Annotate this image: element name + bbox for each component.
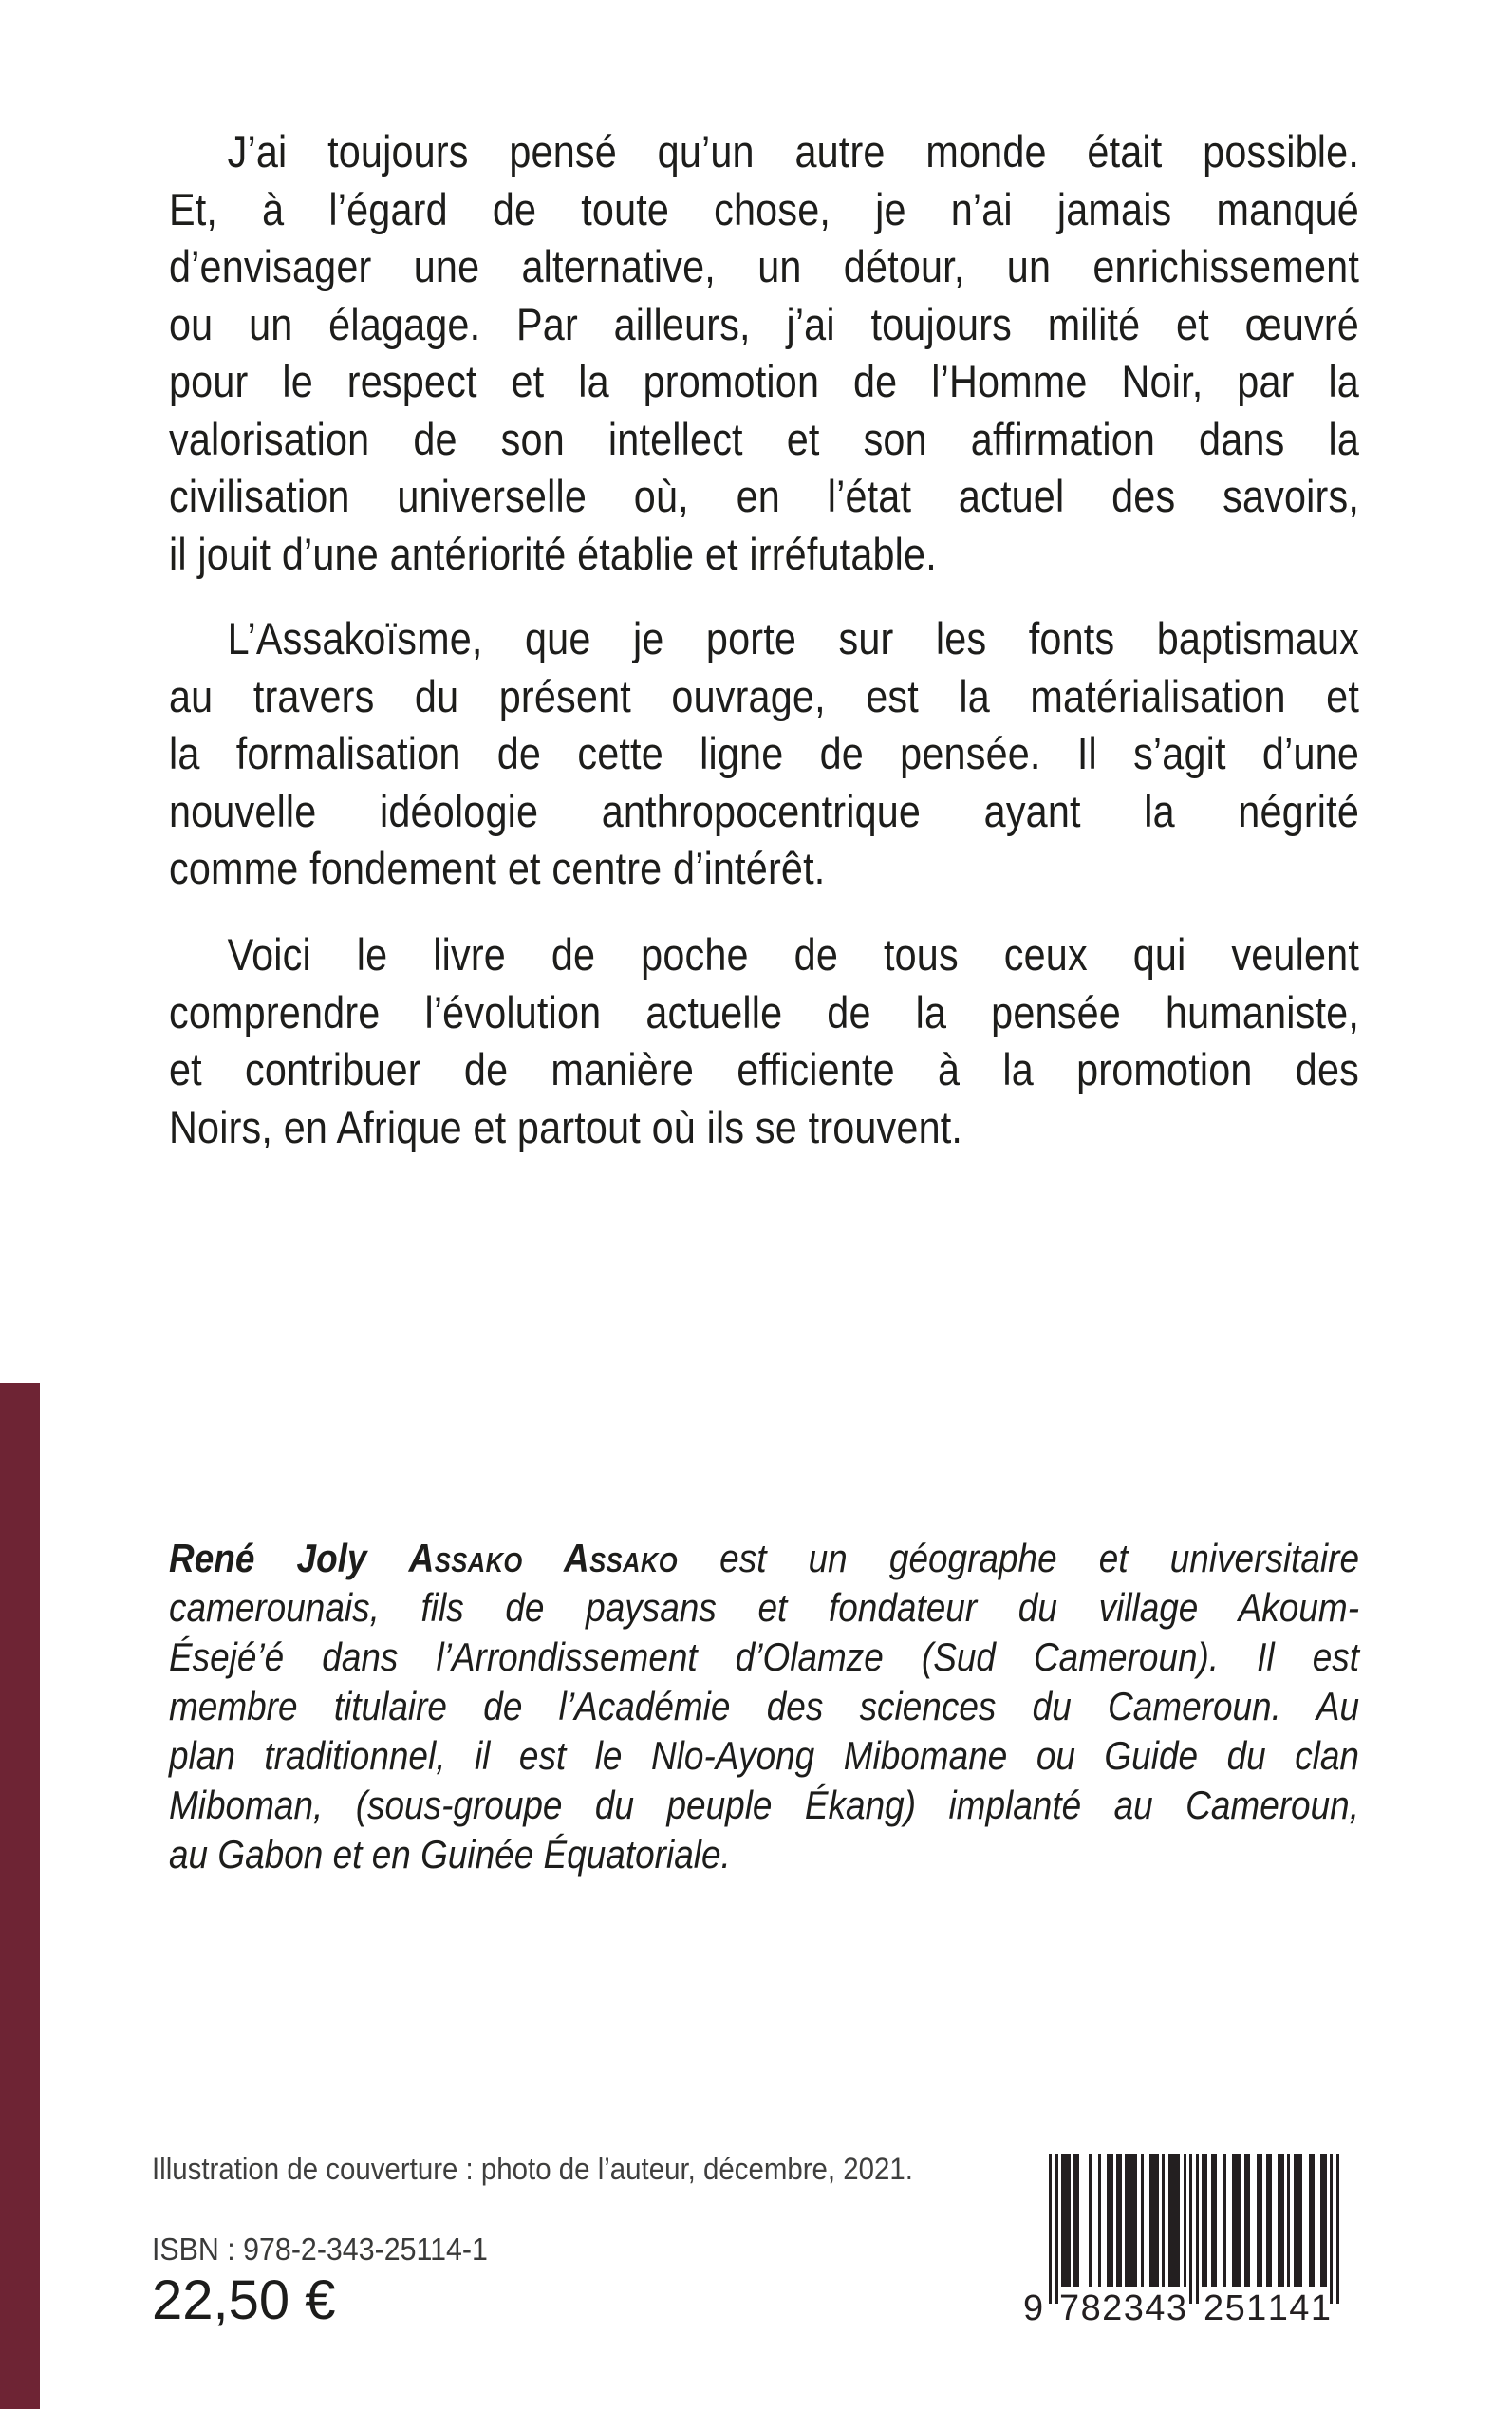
illustration-credit-text: Illustration de couverture : photo de l’auteur, décembre, 2021.	[152, 2152, 913, 2186]
text-line: au Gabon et en Guinée Équatoriale.	[169, 1832, 731, 1877]
isbn-text: ISBN : 978-2-343-25114-1	[152, 2232, 488, 2267]
isbn	[152, 2231, 517, 2269]
text-line: camerounais, fils de paysans et fondateur du village Akoum-	[169, 1585, 1359, 1630]
author-surname: Assako Assako	[408, 1536, 679, 1580]
paragraph-lines	[169, 926, 1359, 1156]
text-line: Noirs, en Afrique et partout où ils se trouvent.	[169, 1101, 963, 1152]
barcode-digits-right	[1204, 2288, 1331, 2329]
barcode-digit: 4	[1289, 2288, 1310, 2328]
text-line: comme fondement et centre d’intérêt.	[169, 843, 826, 893]
barcode-digit: 8	[1080, 2288, 1101, 2328]
text-line: comprendre l’évolution actuelle de la pensée humaniste,	[169, 986, 1359, 1037]
text-line: L’Assakoïsme, que je porte sur les fonts baptismaux	[227, 613, 1360, 663]
text-line: au travers du présent ouvrage, est la matérialisation et	[169, 670, 1359, 721]
barcode-digit: 1	[1246, 2288, 1267, 2328]
barcode-digit: 2	[1102, 2288, 1123, 2328]
barcode-digit: 1	[1310, 2288, 1331, 2328]
author-bio	[169, 1534, 1512, 1879]
text-line: civilisation universelle où, en l’état actuel des savoirs,	[169, 471, 1359, 521]
text-line: il jouit d’une antériorité établie et irréfutable.	[169, 528, 937, 579]
synopsis-paragraph-2	[169, 610, 1512, 898]
text-line: et contribuer de manière efficiente à la promotion des	[169, 1044, 1359, 1094]
maroon-spine-stripe	[0, 1383, 40, 2409]
text-line: plan traditionnel, il est le Nlo-Ayong Mibomane ou Guide du clan	[169, 1733, 1359, 1778]
barcode-digit: 4	[1145, 2288, 1166, 2328]
barcode-module	[1336, 2154, 1339, 2304]
text-line: Et, à l’égard de toute chose, je n’ai jamais manqué	[169, 183, 1359, 234]
barcode-digit: 5	[1224, 2288, 1245, 2328]
author-bio-first-line	[169, 1534, 1359, 1583]
text-line: J’ai toujours pensé qu’un autre monde était possible.	[227, 126, 1360, 177]
author-bio-lines	[169, 1583, 1359, 1879]
barcode-digit: 1	[1267, 2288, 1288, 2328]
barcode-bars	[1049, 2154, 1343, 2304]
author-bio-text	[169, 1534, 1359, 1879]
text-line: Voici le livre de poche de tous ceux qui veulent	[227, 929, 1360, 980]
author-bio-first-line-rest: est un géographe et universitaire	[719, 1536, 1360, 1580]
text-line: valorisation de son intellect et son affirmation dans la	[169, 413, 1359, 464]
text-line: ou un élagage. Par ailleurs, j’ai toujours milité et œuvré	[169, 298, 1359, 349]
ean13-barcode	[1023, 2154, 1343, 2344]
price: 22,50 €	[152, 2269, 336, 2331]
barcode-digit-first: 9	[1023, 2288, 1044, 2328]
text-line: d’envisager une alternative, un détour, un enrichissement	[169, 241, 1359, 291]
paragraph-lines	[169, 610, 1359, 898]
author-name: René Joly	[169, 1536, 367, 1580]
barcode-digit: 3	[1123, 2288, 1144, 2328]
barcode-digit: 3	[1166, 2288, 1186, 2328]
text-line: la formalisation de cette ligne de pensée. Il s’agit d’une	[169, 728, 1359, 778]
text-line: nouvelle idéologie anthropocentrique ayant la négrité	[169, 785, 1359, 836]
barcode-digit: 7	[1059, 2288, 1080, 2328]
illustration-credit	[152, 2151, 980, 2187]
paragraph-lines	[169, 123, 1359, 583]
synopsis-paragraph-1	[169, 123, 1512, 583]
text-line: pour le respect et la promotion de l’Homme Noir, par la	[169, 356, 1359, 406]
synopsis-paragraph-3	[169, 926, 1512, 1156]
text-line: membre titulaire de l’Académie des sciences du Cameroun. Au	[169, 1684, 1359, 1728]
text-line: Ésejé’é dans l’Arrondissement d’Olamze (Sud Cameroun). Il est	[169, 1634, 1359, 1679]
barcode-digits-left	[1059, 2288, 1186, 2329]
text-line: Miboman, (sous-groupe du peuple Ékang) implanté au Cameroun,	[169, 1783, 1359, 1827]
barcode-digit: 2	[1204, 2288, 1224, 2328]
